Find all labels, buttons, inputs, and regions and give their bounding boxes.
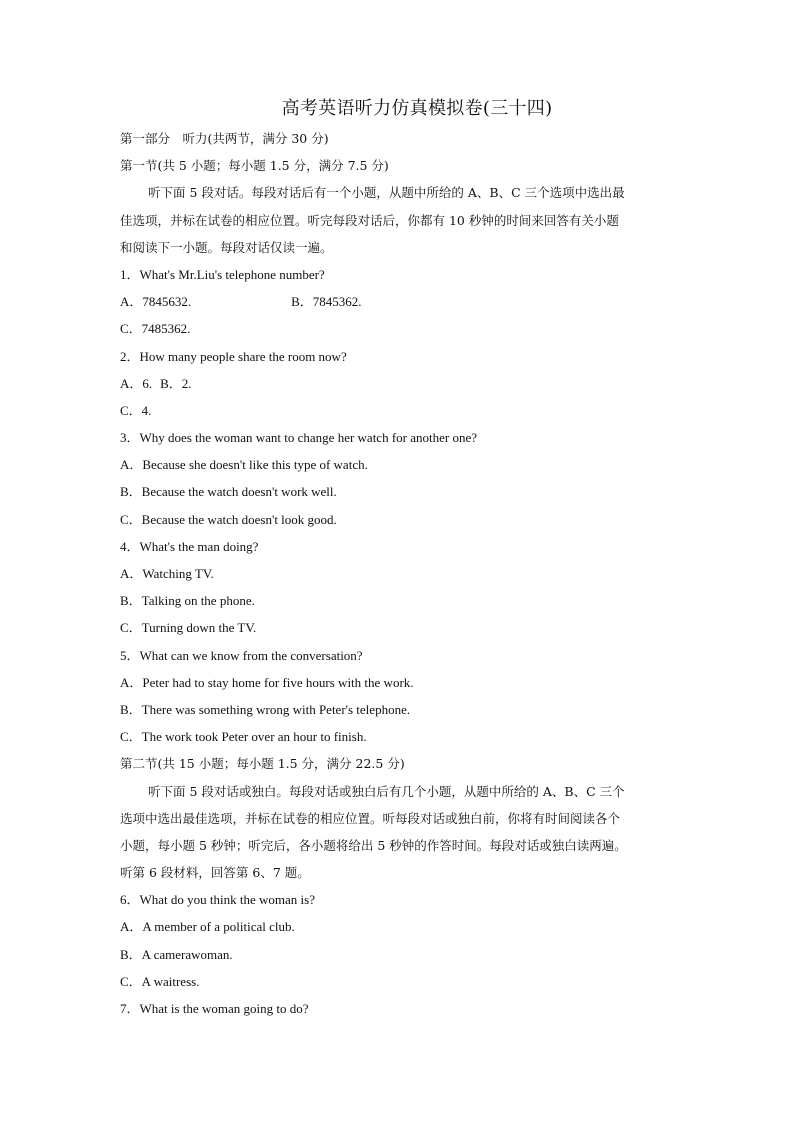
section2-instruction-line: 小题，每小题 5 秒钟；听完后，各小题将给出 5 秒钟的作答时间。每段对话或独白读两遍。	[120, 837, 627, 853]
question-1-options-row	[120, 288, 680, 315]
q3-option-b: B．Because the watch doesn't work well.	[120, 484, 337, 500]
section1-instruction-line: 和阅读下一小题。每段对话仅读一遍。	[120, 239, 333, 255]
part1-heading: 第一部分 听力(共两节，满分 30 分)	[120, 131, 329, 146]
q5-option-a: A．Peter had to stay home for five hours with the work.	[120, 674, 414, 690]
question-6: 6．What do you think the woman is?	[120, 892, 315, 908]
material-6-heading: 听第 6 段材料，回答第 6、7 题。	[120, 865, 310, 881]
exam-content	[120, 125, 680, 1022]
question-2: 2．How many people share the room now?	[120, 348, 347, 364]
section1-heading: 第一节(共 5 小题；每小题 1.5 分，满分 7.5 分)	[120, 158, 389, 174]
q2-option-b: B．2.	[160, 375, 192, 391]
question-1: 1．What's Mr.Liu's telephone number?	[120, 266, 325, 282]
section2-instruction-line: 选项中选出最佳选项，并标在试卷的相应位置。听每段对话或独白前，你将有时间阅读各个	[120, 810, 621, 826]
question-2-options-row	[120, 370, 680, 397]
question-7: 7．What is the woman going to do?	[120, 1001, 309, 1016]
q6-option-c: C．A waitress.	[120, 973, 200, 989]
q4-option-a: A．Watching TV.	[120, 566, 214, 581]
q2-option-c: C．4.	[120, 402, 152, 418]
section2-heading: 第二节(共 15 小题；每小题 1.5 分，满分 22.5 分)	[120, 756, 405, 772]
page-title: 高考英语听力仿真模拟卷(三十四)	[281, 98, 553, 119]
section1-instruction-line: 佳选项，并标在试卷的相应位置。听完每段对话后，你都有 10 秒钟的时间来回答有关小题	[120, 212, 619, 228]
q3-option-c: C．Because the watch doesn't look good.	[120, 511, 337, 527]
q1-option-c: C．7485362.	[120, 321, 191, 337]
question-4: 4．What's the man doing?	[120, 538, 259, 554]
q1-option-b: B．7845362.	[291, 294, 362, 310]
question-5: 5．What can we know from the conversation?	[120, 647, 363, 663]
section1-instruction-line: 听下面 5 段对话。每段对话后有一个小题，从题中所给的 A、B、C 三个选项中选出最	[148, 185, 625, 201]
q6-option-b: B．A camerawoman.	[120, 946, 233, 962]
q3-option-a: A．Because she doesn't like this type of watch.	[120, 457, 368, 473]
q2-option-a: A．6.	[120, 375, 153, 391]
q6-option-a: A．A member of a political club.	[120, 919, 295, 935]
q4-option-c: C．Turning down the TV.	[120, 620, 257, 636]
q1-option-a: A．7845632.	[120, 294, 192, 310]
question-3: 3．Why does the woman want to change her watch for another one?	[120, 430, 478, 446]
q5-option-c: C．The work took Peter over an hour to finish.	[120, 729, 367, 745]
q4-option-b: B．Talking on the phone.	[120, 593, 255, 609]
q5-option-b: B．There was something wrong with Peter's telephone.	[120, 701, 411, 717]
section2-instruction-line: 听下面 5 段对话或独白。每段对话或独白后有几个小题，从题中所给的 A、B、C 三个	[148, 783, 625, 799]
